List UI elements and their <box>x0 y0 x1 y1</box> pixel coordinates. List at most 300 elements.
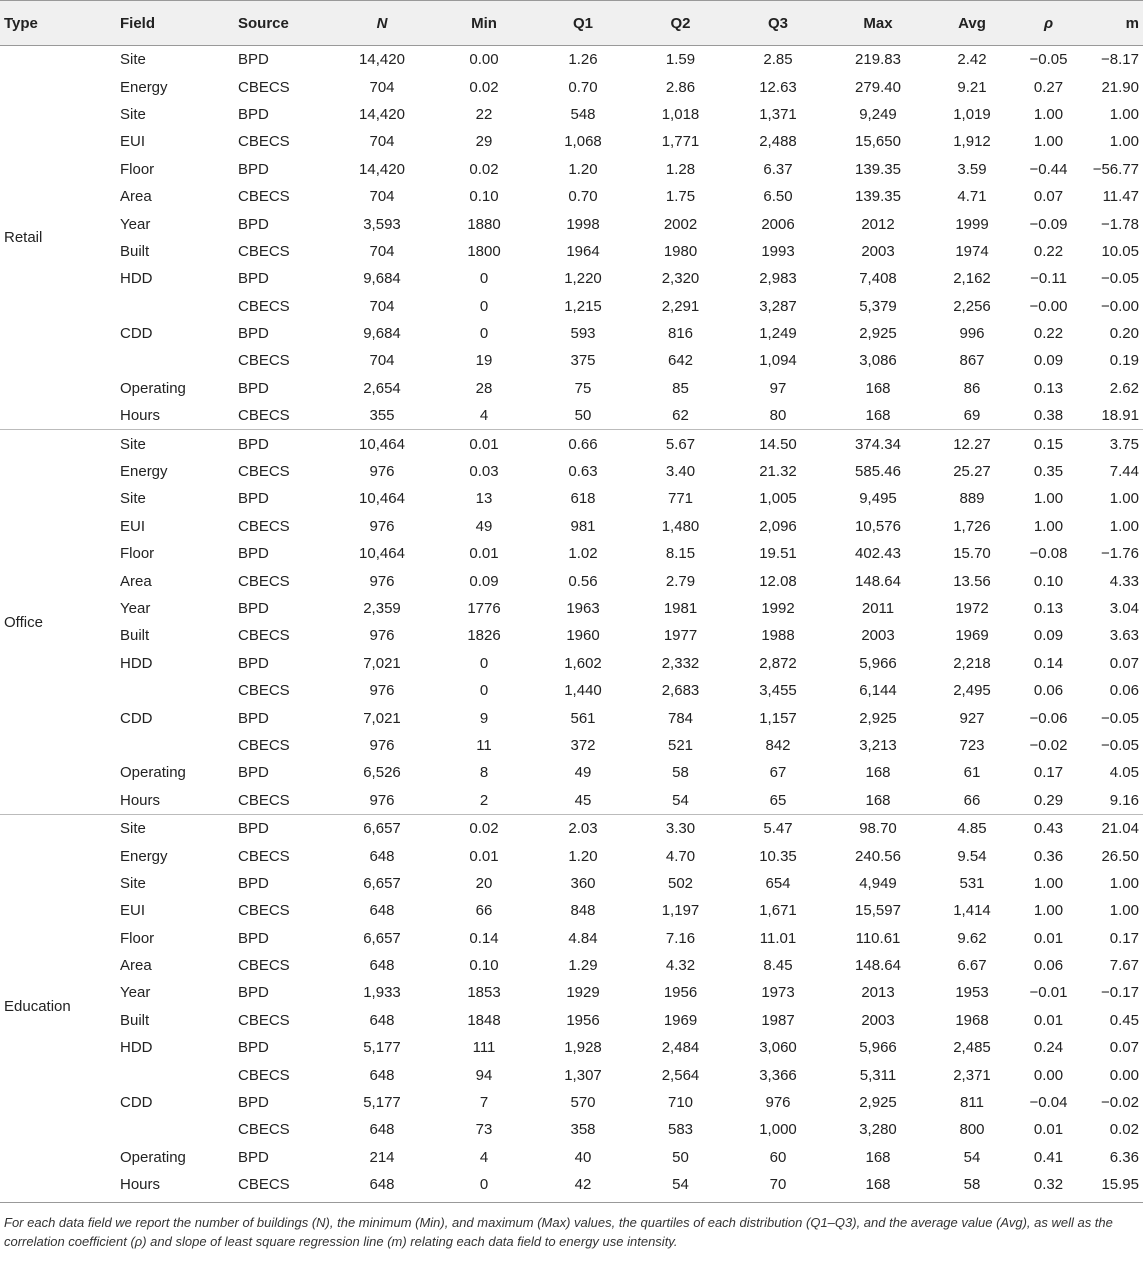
q1-cell: 1,440 <box>564 682 602 700</box>
n-cell: 648 <box>369 1011 395 1029</box>
avg-cell: 1953 <box>955 984 989 1002</box>
q3-cell: 12.63 <box>759 78 797 96</box>
n-cell: 14,420 <box>359 160 405 178</box>
q2-cell: 3.40 <box>665 463 696 481</box>
field-cell: Floor <box>120 929 155 947</box>
max-cell: 168 <box>865 379 891 397</box>
avg-cell: 800 <box>959 1121 985 1139</box>
min-cell: 0.02 <box>469 78 499 96</box>
source-cell: CBECS <box>238 627 290 645</box>
min-cell: 7 <box>479 1094 489 1112</box>
table-row <box>0 101 1143 128</box>
avg-cell: 811 <box>960 1094 984 1112</box>
m-cell: 3.75 <box>1082 430 1143 458</box>
rho-cell: 0.09 <box>1033 352 1064 370</box>
q2-cell: 2,332 <box>661 654 700 672</box>
table-row <box>0 183 1143 210</box>
source-cell: BPD <box>238 105 269 123</box>
rho-cell: 0.00 <box>1033 1066 1064 1084</box>
rho-cell: 0.07 <box>1033 188 1064 206</box>
field-cell: Operating <box>120 764 186 782</box>
q2-cell: 1,771 <box>661 133 700 151</box>
m-cell: 18.91 <box>1101 407 1139 425</box>
avg-cell: 1,726 <box>953 517 991 535</box>
m-cell: 4.33 <box>1109 572 1139 590</box>
field-cell: EUI <box>120 133 146 151</box>
q1-cell: 1.26 <box>568 51 598 69</box>
m-cell: 9.16 <box>1109 791 1139 809</box>
q2-cell: 2,291 <box>661 297 700 315</box>
max-cell: 2,925 <box>859 325 897 343</box>
m-cell: −0.05 <box>1101 709 1139 727</box>
q3-cell: 1987 <box>761 1011 795 1029</box>
rho-cell: −0.00 <box>1029 297 1068 315</box>
q3-cell: 1988 <box>761 627 795 645</box>
max-cell: 168 <box>865 1148 891 1166</box>
n-cell: 5,177 <box>363 1094 401 1112</box>
q3-cell: 10.35 <box>759 847 797 865</box>
max-cell: 3,213 <box>859 736 897 754</box>
q1-cell: 1956 <box>566 1011 600 1029</box>
avg-cell: 723 <box>959 736 985 754</box>
field-cell <box>116 293 234 320</box>
avg-cell: 9.54 <box>957 847 987 865</box>
q1-cell: 49 <box>574 764 592 782</box>
max-cell: 10,576 <box>855 517 901 535</box>
type-cell: Office <box>0 430 116 814</box>
min-cell: 1853 <box>467 984 501 1002</box>
m-cell: 21.90 <box>1101 78 1139 96</box>
source-cell: CBECS <box>238 133 290 151</box>
n-cell: 2,654 <box>363 379 401 397</box>
table-row <box>0 430 1143 458</box>
min-cell: 0.01 <box>434 430 534 458</box>
field-cell: Site <box>120 490 146 508</box>
q1-cell: 1,215 <box>564 297 602 315</box>
q1-cell: 0.70 <box>568 188 598 206</box>
q2-cell: 1980 <box>663 242 698 260</box>
q3-cell: 1992 <box>761 600 795 617</box>
n-cell: 976 <box>369 791 395 809</box>
max-cell: 2003 <box>861 627 895 645</box>
source-cell: CBECS <box>238 736 290 754</box>
avg-cell: 1968 <box>955 1011 989 1029</box>
q2-cell: 50 <box>672 1148 689 1166</box>
rho-cell: −0.01 <box>1029 984 1068 1002</box>
col-header-type: Type <box>0 1 116 46</box>
min-cell: 1880 <box>467 215 501 233</box>
min-cell: 0 <box>479 1176 489 1194</box>
table-row <box>0 870 1143 897</box>
m-cell: 2.62 <box>1109 379 1139 397</box>
q2-cell: 2,564 <box>661 1066 700 1084</box>
source-cell: BPD <box>238 600 269 617</box>
q3-cell: 12.08 <box>759 572 797 590</box>
q2-cell: 7.16 <box>665 929 696 947</box>
q3-cell: 2,096 <box>759 517 797 535</box>
source-cell: BPD <box>238 270 269 288</box>
table-row <box>0 732 1143 759</box>
min-cell: 1848 <box>467 1011 501 1029</box>
field-cell <box>116 1061 234 1088</box>
q1-cell: 45 <box>574 791 592 809</box>
n-cell: 648 <box>369 902 395 920</box>
field-cell: Area <box>120 188 152 206</box>
m-cell: 0.07 <box>1109 654 1139 672</box>
n-cell: 5,177 <box>363 1039 401 1057</box>
rho-cell: −0.11 <box>1030 270 1067 288</box>
m-cell: 1.00 <box>1109 490 1139 508</box>
rho-cell: −0.02 <box>1029 736 1068 754</box>
avg-cell: 15.70 <box>953 545 991 563</box>
m-cell: 0.02 <box>1109 1121 1139 1139</box>
rho-cell: 1.00 <box>1033 133 1064 151</box>
q1-cell: 372 <box>570 736 596 754</box>
avg-cell: 4.71 <box>957 188 987 206</box>
n-cell: 9,684 <box>363 270 401 288</box>
table-row <box>0 73 1143 100</box>
q1-cell: 1964 <box>566 242 600 260</box>
field-cell: EUI <box>120 902 146 920</box>
avg-cell: 996 <box>959 325 985 343</box>
q3-cell: 21.32 <box>759 463 797 481</box>
q3-cell: 1,249 <box>759 325 797 343</box>
max-cell: 279.40 <box>855 78 901 96</box>
q3-cell: 67 <box>769 764 787 782</box>
source-cell: BPD <box>234 814 330 842</box>
table-row <box>0 979 1143 1006</box>
avg-cell: 2,495 <box>953 682 991 700</box>
min-cell: 0 <box>479 654 489 672</box>
table-row <box>0 897 1143 924</box>
avg-cell: 889 <box>959 490 985 508</box>
field-cell: CDD <box>120 325 153 343</box>
rho-cell: 0.38 <box>1033 407 1064 425</box>
table-row <box>0 787 1143 815</box>
q2-cell: 5.67 <box>632 430 729 458</box>
col-header-field: Field <box>116 1 234 46</box>
q2-cell: 583 <box>667 1121 694 1139</box>
min-cell: 66 <box>475 902 493 920</box>
max-cell: 15,650 <box>855 133 901 151</box>
max-cell: 168 <box>865 407 891 425</box>
avg-cell: 1999 <box>955 215 989 233</box>
avg-cell: 1,019 <box>953 105 991 123</box>
q2-cell: 1956 <box>663 984 698 1002</box>
m-cell: 1.00 <box>1109 517 1139 535</box>
source-cell: CBECS <box>238 463 290 481</box>
q3-cell: 6.50 <box>763 188 793 206</box>
min-cell: 0.00 <box>469 51 499 69</box>
avg-cell: 867 <box>959 352 985 370</box>
q2-cell: 521 <box>667 736 694 754</box>
q1-cell: 375 <box>570 352 596 370</box>
max-cell: 110.61 <box>855 929 901 947</box>
max-cell: 3,280 <box>859 1121 897 1139</box>
field-cell: Hours <box>120 1176 161 1194</box>
rho-cell: 0.24 <box>1033 1039 1064 1057</box>
max-cell: 240.56 <box>855 847 901 865</box>
q2-cell: 4.70 <box>665 847 696 865</box>
rho-cell: 0.27 <box>1033 78 1064 96</box>
max-cell: 9,495 <box>859 490 897 508</box>
q3-cell: 842 <box>765 736 791 754</box>
table-row <box>0 513 1143 540</box>
min-cell: 29 <box>475 133 493 151</box>
source-cell: CBECS <box>238 1066 290 1084</box>
q1-cell: 1929 <box>566 984 600 1002</box>
m-cell: −0.05 <box>1101 736 1139 754</box>
q3-cell: 2,872 <box>759 654 797 672</box>
q3-cell: 1,671 <box>759 902 797 920</box>
n-cell: 648 <box>369 1121 395 1139</box>
avg-cell: 1969 <box>955 627 989 645</box>
min-cell: 73 <box>475 1121 493 1139</box>
m-cell: −0.00 <box>1101 297 1139 315</box>
max-cell: 139.35 <box>855 188 901 206</box>
q1-cell: 561 <box>570 709 596 727</box>
rho-cell: 1.00 <box>1033 490 1064 508</box>
n-cell: 976 <box>369 517 395 535</box>
rho-cell: 1.00 <box>1033 874 1064 892</box>
avg-cell: 2,218 <box>953 654 991 672</box>
q1-cell: 4.84 <box>568 929 598 947</box>
col-header-source: Source <box>234 1 330 46</box>
q1-cell: 1.20 <box>568 847 598 865</box>
q1-cell: 981 <box>570 517 596 535</box>
field-cell: Year <box>120 984 151 1002</box>
m-cell: 21.04 <box>1082 814 1143 842</box>
field-cell: HDD <box>120 270 153 288</box>
n-cell: 648 <box>369 1066 395 1084</box>
max-cell: 585.46 <box>855 463 901 481</box>
field-cell: Site <box>120 874 146 892</box>
m-cell: −8.17 <box>1101 51 1139 69</box>
rho-cell: 0.22 <box>1033 242 1064 260</box>
q2-cell: 58 <box>672 764 689 782</box>
n-cell: 976 <box>369 682 395 700</box>
m-cell: 3.63 <box>1109 627 1139 645</box>
m-cell: 0.20 <box>1109 325 1139 343</box>
table-row <box>0 1116 1143 1143</box>
m-cell: −0.17 <box>1101 984 1139 1002</box>
field-cell: EUI <box>120 517 146 535</box>
q1-cell: 1,220 <box>564 270 602 288</box>
q1-cell: 1963 <box>566 600 600 617</box>
col-header-q1: Q1 <box>534 1 632 46</box>
table-row <box>0 293 1143 320</box>
rho-cell: 0.43 <box>1015 814 1082 842</box>
n-cell: 10,464 <box>330 430 434 458</box>
table-row <box>0 128 1143 155</box>
q1-cell: 1.02 <box>568 545 598 563</box>
table-body <box>0 46 1143 1199</box>
q3-cell: 1,157 <box>759 709 797 727</box>
col-header-avg: Avg <box>929 1 1015 46</box>
min-cell: 0.14 <box>469 929 499 947</box>
q1-cell: 1.29 <box>568 957 598 975</box>
q3-cell: 2,488 <box>759 133 797 151</box>
field-cell: Energy <box>120 78 168 96</box>
n-cell: 704 <box>369 352 395 370</box>
q2-cell: 1977 <box>663 627 698 645</box>
q1-cell: 2.03 <box>534 814 632 842</box>
q1-cell: 42 <box>574 1176 592 1194</box>
table-row <box>0 814 1143 842</box>
min-cell: 0.09 <box>469 572 499 590</box>
q1-cell: 0.66 <box>534 430 632 458</box>
max-cell: 219.83 <box>855 51 901 69</box>
min-cell: 0 <box>479 325 489 343</box>
max-cell: 6,144 <box>859 682 897 700</box>
max-cell: 402.43 <box>855 545 901 563</box>
max-cell: 374.34 <box>827 430 929 458</box>
rho-cell: 0.41 <box>1033 1148 1064 1166</box>
q2-cell: 502 <box>667 874 694 892</box>
max-cell: 5,379 <box>859 297 897 315</box>
type-cell: Retail <box>4 229 43 247</box>
q1-cell: 360 <box>570 874 596 892</box>
n-cell: 3,593 <box>363 215 401 233</box>
rho-cell: 0.32 <box>1033 1176 1064 1194</box>
m-cell: −1.78 <box>1101 215 1139 233</box>
source-cell: CBECS <box>238 517 290 535</box>
n-cell: 6,657 <box>363 929 401 947</box>
field-cell: Year <box>120 600 151 617</box>
q3-cell: 1,371 <box>759 105 797 123</box>
q1-cell: 0.70 <box>568 78 598 96</box>
max-cell: 2,925 <box>859 1094 897 1112</box>
table-row <box>0 402 1143 430</box>
n-cell: 704 <box>369 78 395 96</box>
source-cell: CBECS <box>238 407 290 425</box>
n-cell: 7,021 <box>363 709 401 727</box>
max-cell: 5,966 <box>859 1039 897 1057</box>
min-cell: 0.10 <box>469 957 499 975</box>
m-cell: 11.47 <box>1102 188 1139 206</box>
m-cell: 1.00 <box>1109 902 1139 920</box>
min-cell: 1800 <box>467 242 501 260</box>
m-cell: 7.67 <box>1109 957 1139 975</box>
min-cell: 13 <box>475 490 493 508</box>
n-cell: 976 <box>369 736 395 754</box>
avg-cell: 4.85 <box>929 814 1015 842</box>
source-cell: BPD <box>238 654 269 672</box>
rho-cell: 0.17 <box>1033 764 1064 782</box>
avg-cell: 531 <box>959 874 985 892</box>
source-cell: CBECS <box>238 791 290 809</box>
q2-cell: 2.86 <box>665 78 696 96</box>
table-row <box>0 1061 1143 1088</box>
table-row <box>0 210 1143 237</box>
q2-cell: 8.15 <box>665 545 696 563</box>
min-cell: 0.01 <box>469 847 499 865</box>
field-cell: Energy <box>120 847 168 865</box>
table-row <box>0 347 1143 374</box>
field-cell: Built <box>120 627 150 645</box>
n-cell: 355 <box>369 407 395 425</box>
q3-cell: 3,455 <box>759 682 797 700</box>
table-row <box>0 1089 1143 1116</box>
table-row <box>0 677 1143 704</box>
q3-cell: 97 <box>769 379 787 397</box>
avg-cell: 86 <box>963 379 981 397</box>
max-cell: 148.64 <box>855 572 901 590</box>
min-cell: 2 <box>479 791 489 809</box>
max-cell: 15,597 <box>855 902 901 920</box>
q1-cell: 1,307 <box>564 1066 602 1084</box>
source-cell: CBECS <box>238 242 290 260</box>
table-row <box>0 704 1143 731</box>
source-cell: BPD <box>238 984 269 1002</box>
table-row <box>0 1171 1143 1198</box>
min-cell: 11 <box>476 736 492 754</box>
q3-cell: 1,000 <box>759 1121 797 1139</box>
min-cell: 0 <box>479 270 489 288</box>
min-cell: 0.01 <box>469 545 499 563</box>
source-cell: CBECS <box>238 682 290 700</box>
col-header-q3: Q3 <box>729 1 827 46</box>
q2-cell: 2,320 <box>661 270 700 288</box>
rho-cell: 1.00 <box>1033 517 1064 535</box>
q2-cell: 4.32 <box>665 957 696 975</box>
m-cell: 1.00 <box>1109 133 1139 151</box>
source-cell: CBECS <box>238 1011 290 1029</box>
m-cell: 0.19 <box>1109 352 1139 370</box>
min-cell: 20 <box>475 874 493 892</box>
col-header-rho: ρ <box>1015 1 1082 46</box>
col-header-m: m <box>1082 1 1143 46</box>
q3-cell: 2,983 <box>759 270 797 288</box>
q2-cell: 1,018 <box>661 105 700 123</box>
avg-cell: 58 <box>963 1176 981 1194</box>
q1-cell: 0.63 <box>568 463 598 481</box>
q1-cell: 1,602 <box>564 654 602 672</box>
avg-cell: 927 <box>959 709 985 727</box>
m-cell: −56.77 <box>1092 160 1139 178</box>
q3-cell: 2006 <box>761 215 795 233</box>
field-cell <box>116 1116 234 1143</box>
n-cell: 14,420 <box>359 51 405 69</box>
q1-cell: 50 <box>574 407 592 425</box>
n-cell: 648 <box>369 1176 395 1194</box>
m-cell: −0.02 <box>1101 1094 1139 1112</box>
q3-cell: 14.50 <box>729 430 827 458</box>
table-row <box>0 156 1143 183</box>
q3-cell: 1,094 <box>759 352 797 370</box>
q2-cell: 1.28 <box>665 160 696 178</box>
min-cell: 22 <box>475 105 493 123</box>
avg-cell: 54 <box>963 1148 981 1166</box>
q2-cell: 85 <box>672 379 689 397</box>
field-cell: Hours <box>120 791 161 809</box>
avg-cell: 2,485 <box>953 1039 991 1057</box>
m-cell: −1.76 <box>1101 545 1139 563</box>
q1-cell: 1,068 <box>564 133 602 151</box>
source-cell: BPD <box>238 764 269 782</box>
q3-cell: 1973 <box>761 984 795 1002</box>
rho-cell: 1.00 <box>1033 105 1064 123</box>
field-cell: Area <box>120 957 152 975</box>
q3-cell: 1993 <box>761 242 795 260</box>
field-cell: Year <box>120 215 151 233</box>
source-cell: CBECS <box>238 78 290 96</box>
source-cell: CBECS <box>238 847 290 865</box>
source-cell: BPD <box>238 51 269 69</box>
q2-cell: 2002 <box>663 215 698 233</box>
field-cell <box>116 677 234 704</box>
rho-cell: 0.36 <box>1033 847 1064 865</box>
